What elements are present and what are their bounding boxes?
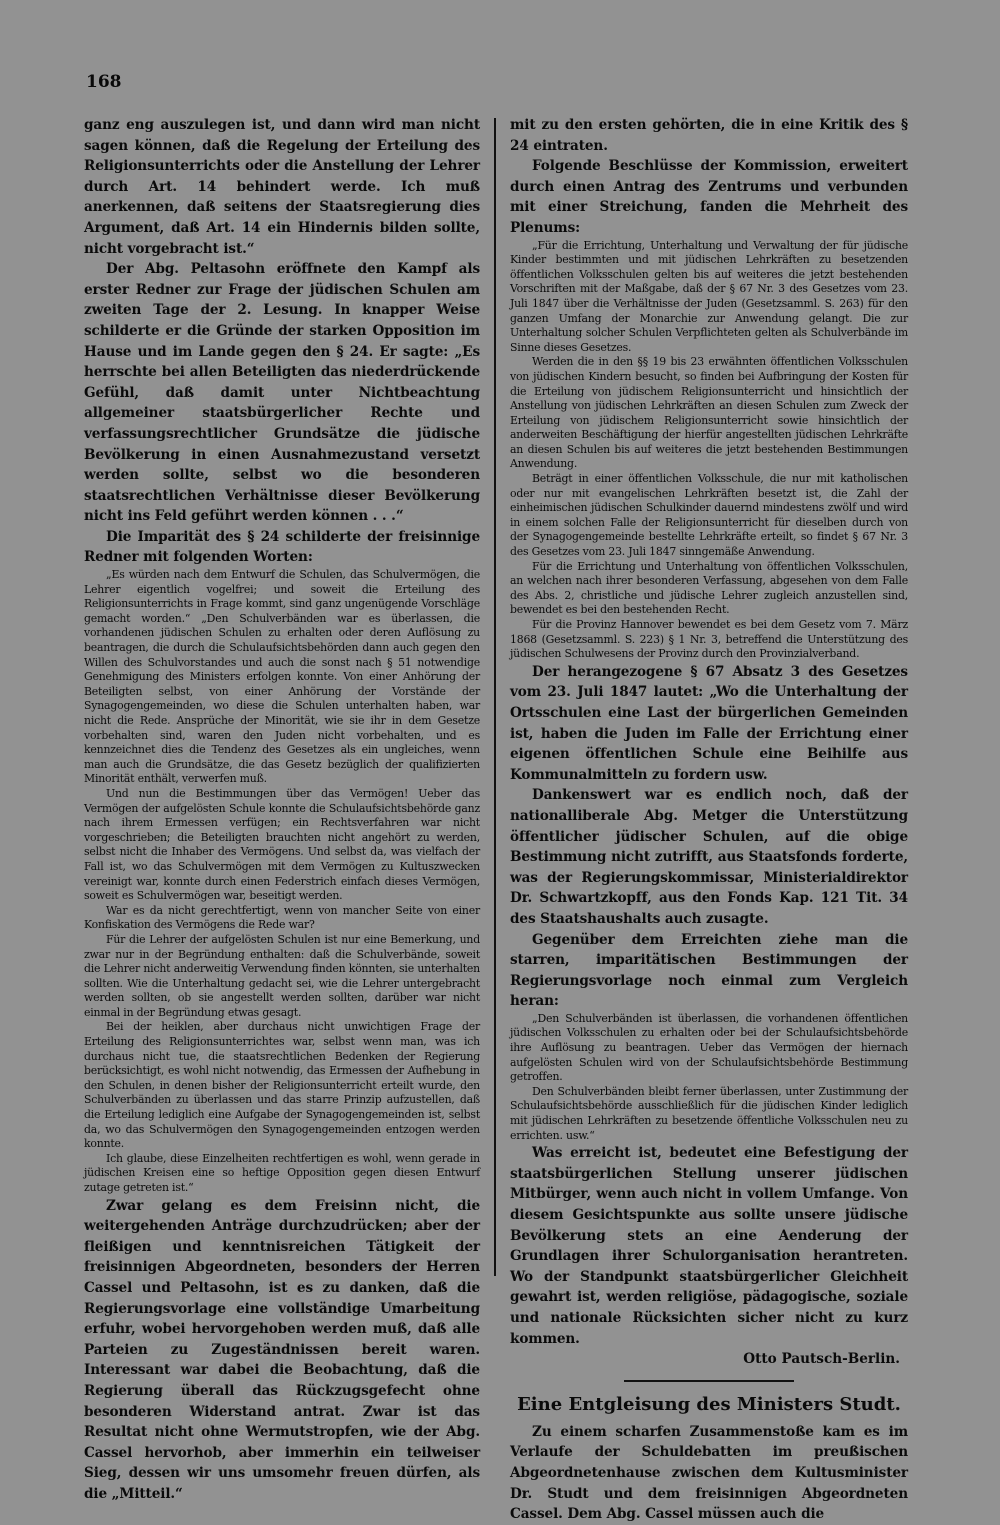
quote-paragraph: Beträgt in einer öffentlichen Volksschule, die nur mit katholischen oder nur mit evangelischen Lehrkräften besetzt ist, die Zahl der einheimischen jüdischen Schulkinder dauernd mindestens zwölf und wird in einem solchen Falle der Religionsunterricht für dieselben durch von der Synagogengemeinde bestellte Lehrkräfte erteilt, so findet § 67 Nr. 3 des Gesetzes vom 23. Juli 1847 sinngemäße Anwendung. [510, 472, 908, 559]
paragraph: Zwar gelang es dem Freisinn nicht, die weitergehenden Anträge durchzudrücken; aber der fleißigen und kenntnisreichen Tätigkeit der freisinnigen Abgeordneten, besonders der Herren Cassel und Peltasohn, ist es zu danken, daß die Regierungsvorlage eine vollständige Umarbeitung erfuhr, wobei hervorgehoben werden muß, daß alle Parteien zu Zugeständnissen bereit waren. Interessant war dabei die Beobachtung, daß die Regierung überall das Rückzugsgefecht ohne besonderen Widerstand antrat. Zwar ist das Resultat nicht ohne Wermutstropfen, wie der Abg. Cassel hervorhob, aber immerhin ein teilweiser Sieg, dessen wir uns umsomehr freuen dürfen, als die „Mitteil.“ [84, 1197, 480, 1502]
quote-paragraph: Ich glaube, diese Einzelheiten rechtfertigen es wohl, wenn gerade in jüdischen Kreisen eine so heftige Opposition gegen diesen Entwurf zutage getreten ist.“ [84, 1151, 480, 1194]
paragraph: mit zu den ersten gehörten, die in eine Kritik des § 24 eintraten. [510, 117, 908, 154]
article-heading: Eine Entgleisung des Ministers Studt. [517, 1393, 901, 1415]
quote-paragraph: Für die Errichtung und Unterhaltung von öffentlichen Volksschulen, an welchen nach ihrer besonderen Verfassung, abgesehen von dem Falle des Abs. 2, christliche und jüdische Lehrer zugleich anzustellen sind, bewendet es bei den bestehenden Recht. [510, 559, 908, 617]
right-column [510, 115, 908, 1525]
quote-paragraph: Werden die in den §§ 19 bis 23 erwähnten öffentlichen Volksschulen von jüdischen Kindern besucht, so finden bei Aufbringung der Kosten für die Erteilung von jüdischem Religionsunterricht und hinsichtlich der Anstellung von jüdischen Lehrkräften an diesen Schulen zum Zweck der Erteilung von jüdischem Religionsunterricht sowie hinsichtlich der anderweiten Beschäftigung der hierfür angestellten jüdischen Lehrkräfte an diesen Schulen bis auf weiteres die jetzt bestehenden Bestimmungen Anwendung. [510, 355, 908, 471]
paragraph: Folgende Beschlüsse der Kommission, erweitert durch einen Antrag des Zentrums und verbunden mit einer Streichung, fanden die Mehrheit des Plenums: [510, 158, 908, 236]
paragraph: Was erreicht ist, bedeutet eine Befestigung der staatsbürgerlichen Stellung unserer jüdischen Mitbürger, wenn auch nicht in vollem Umfange. Von diesem Gesichtspunkte aus sollte unsere jüdische Bevölkerung stets an eine Aenderung der Grundlagen ihrer Schulorganisation herantreten. Wo der Standpunkt staatsbürgerlicher Gleichheit gewahrt ist, werden religiöse, pädagogische, soziale und nationale Rücksichten sicher nicht zu kurz kommen. [510, 1145, 908, 1347]
paragraph: Der herangezogene § 67 Absatz 3 des Gesetzes vom 23. Juli 1847 lautet: „Wo die Unterhaltung der Ortsschulen eine Last der bürgerlichen Gemeinden ist, haben die Juden im Falle der Errichtung einer eigenen öffentlichen Schule eine Beihilfe aus Kommunalmitteln zu fordern usw. [510, 663, 908, 783]
quote-paragraph: „Es würden nach dem Entwurf die Schulen, das Schulvermögen, die Lehrer eigentlich vogelfrei; und soweit die Erteilung des Religionsunterrichts in Frage kommt, sind ganz ungenügende Vorschläge gemacht worden.“ „Den Schulverbänden war es überlassen, die vorhandenen jüdischen Schulen zu erhalten oder deren Auflösung zu beantragen, die durch die Schulaufsichtsbehörden dann auch gegen den Willen des Schulvorstandes und auch die sonst nach § 51 notwendige Genehmigung des Ministers erfolgen konnte. Von einer Anhörung der Beteiligten selbst, von einer Anhörung der Vorstände der Synagogengemeinden, wo diese die Schulen unterhalten haben, war nicht die Rede. Ansprüche der Minorität, wie sie ihr in dem Gesetze vorbehalten sind, waren den Juden nicht vorbehalten, und es kennzeichnet dies die Tendenz des Gesetzes als ein ungleiches, wenn man auch die Grundsätze, die das Gesetz bezüglich der qualifizierten Minorität enthält, verwerfen muß. [84, 568, 480, 786]
paragraph: Zu einem scharfen Zusammenstoße kam es im Verlaufe der Schuldebatten im preußischen Abgeordnetenhause zwischen dem Kultusminister Dr. Studt und dem freisinnigen Abgeordneten Cassel. Dem Abg. Cassel müssen auch die [510, 1423, 908, 1523]
quote-paragraph: „Für die Errichtung, Unterhaltung und Verwaltung der für jüdische Kinder bestimmten und mit jüdischen Lehrkräften zu besetzenden öffentlichen Volksschulen gelten bis auf weiteres die jetzt bestehenden Vorschriften mit der Maßgabe, daß der § 67 Nr. 3 des Gesetzes vom 23. Juli 1847 über die Verhältnisse der Juden (Gesetzsamml. S. 263) für den ganzen Umfang der Monarchie zur Anwendung gelangt. Die zur Unterhaltung solcher Schulen Verpflichteten gelten als Schulverbände im Sinne dieses Gesetzes. [510, 238, 908, 354]
paragraph: Der Abg. Peltasohn eröffnete den Kampf als erster Redner zur Frage der jüdischen Schulen am zweiten Tage der 2. Lesung. In knapper Weise schilderte er die Gründe der starken Opposition im Hause und im Lande gegen den § 24. Er sagte: „Es herrschte bei allen Beteiligten das niederdrückende Gefühl, daß damit unter Nichtbeachtung allgemeiner staatsbürgerlicher Rechte und verfassungsrechtlicher Grundsätze die jüdische Bevölkerung in einen Ausnahmezustand versetzt werden sollte, selbst wo die besonderen staatsrechtlichen Verhältnisse dieser Bevölkerung nicht ins Feld geführt werden können . . .“ [84, 261, 480, 525]
column-divider [494, 118, 496, 1276]
left-column [84, 115, 480, 1505]
page-number: 168 [86, 72, 122, 92]
paragraph: Die Imparität des § 24 schilderte der freisinnige Redner mit folgenden Worten: [84, 528, 480, 566]
quote-paragraph: Für die Lehrer der aufgelösten Schulen ist nur eine Bemerkung, und zwar nur in der Begründung enthalten: daß die Schulverbände, soweit die Lehrer nicht anderweitig Verwendung finden könnten, sie unterhalten sollten. Wie die Unterhaltung gedacht sei, wie die Lehrer untergebracht werden sollten, ob sie angestellt werden sollten, darüber war nicht einmal in der Begründung etwas gesagt. [84, 932, 480, 1019]
author-signature: Otto Pautsch-Berlin. [743, 1351, 900, 1368]
quote-paragraph: War es da nicht gerechtfertigt, wenn von mancher Seite von einer Konfiskation des Vermögens die Rede war? [84, 903, 480, 932]
quote-paragraph: „Den Schulverbänden ist überlassen, die vorhandenen öffentlichen jüdischen Volksschulen zu erhalten oder bei der Schulaufsichtsbehörde ihre Auflösung zu beantragen. Ueber das Vermögen der hiernach aufgelösten Schulen wird von der Schulaufsichtsbehörde Bestimmung getroffen. [510, 1011, 908, 1084]
paragraph: Gegenüber dem Erreichten ziehe man die starren, imparitätischen Bestimmungen der Regierungsvorlage noch einmal zum Vergleich heran: [510, 931, 908, 1010]
section-rule [624, 1380, 794, 1382]
quote-paragraph: Und nun die Bestimmungen über das Vermögen! Ueber das Vermögen der aufgelösten Schule konnte die Schulaufsichtsbehörde ganz nach ihrem Ermessen verfügen; ein Rechtsverfahren war nicht vorgeschrieben; die Beteiligten brauchten nicht angehört zu werden, selbst nicht die Inhaber des Vermögens. Und selbst da, was vielfach der Fall ist, wo das Schulvermögen mit dem Vermögen zu Kultuszwecken vereinigt war, konnte durch einen Federstrich einfach dieses Vermögen, soweit es Schulvermögen war, beseitigt werden. [84, 786, 480, 903]
quote-paragraph: Für die Provinz Hannover bewendet es bei dem Gesetz vom 7. März 1868 (Gesetzsamml. S. 223) § 1 Nr. 3, betreffend die Unterstützung des jüdischen Schulwesens der Provinz durch den Provinzialverband. [510, 618, 908, 661]
quote-paragraph: Den Schulverbänden bleibt ferner überlassen, unter Zustimmung der Schulaufsichtsbehörde ausschließlich für die jüdischen Kinder lediglich mit jüdischen Lehrkräften zu besetzende öffentliche Volksschulen neu zu errichten. usw.“ [510, 1084, 908, 1142]
paragraph: Dankenswert war es endlich noch, daß der nationalliberale Abg. Metger die Unterstützung öffentlicher jüdischer Schulen, auf die obige Bestimmung nicht zutrifft, aus Staatsfonds forderte, was der Regierungskommissar, Ministerialdirektor Dr. Schwartzkopff, aus den Fonds Kap. 121 Tit. 34 des Staatshaushalts auch zusagte. [510, 787, 908, 927]
paragraph: ganz eng auszulegen ist, und dann wird man nicht sagen können, daß die Regelung der Erteilung des Religionsunterrichts oder die Anstellung der Lehrer durch Art. 14 behindert werde. Ich muß anerkennen, daß seitens der Staatsregierung dies Argument, daß Art. 14 ein Hindernis bilden sollte, nicht vorgebracht ist.“ [84, 117, 480, 257]
quote-paragraph: Bei der heiklen, aber durchaus nicht unwichtigen Frage der Erteilung des Religionsunterrichtes war, selbst wenn man, was ich durchaus nicht tue, die staatsrechtlichen Bedenken der Regierung berücksichtigt, es wohl nicht notwendig, das Ermessen der Aufhebung in den Schulen, in denen bisher der Religionsunterricht erteilt wurde, den Schulverbänden zu überlassen und das starre Prinzip aufzustellen, daß die Erteilung lediglich eine Aufgabe der Synagogengemeinden ist, selbst da, wo das Schulvermögen den Synagogengemeinden entzogen werden konnte. [84, 1020, 480, 1151]
